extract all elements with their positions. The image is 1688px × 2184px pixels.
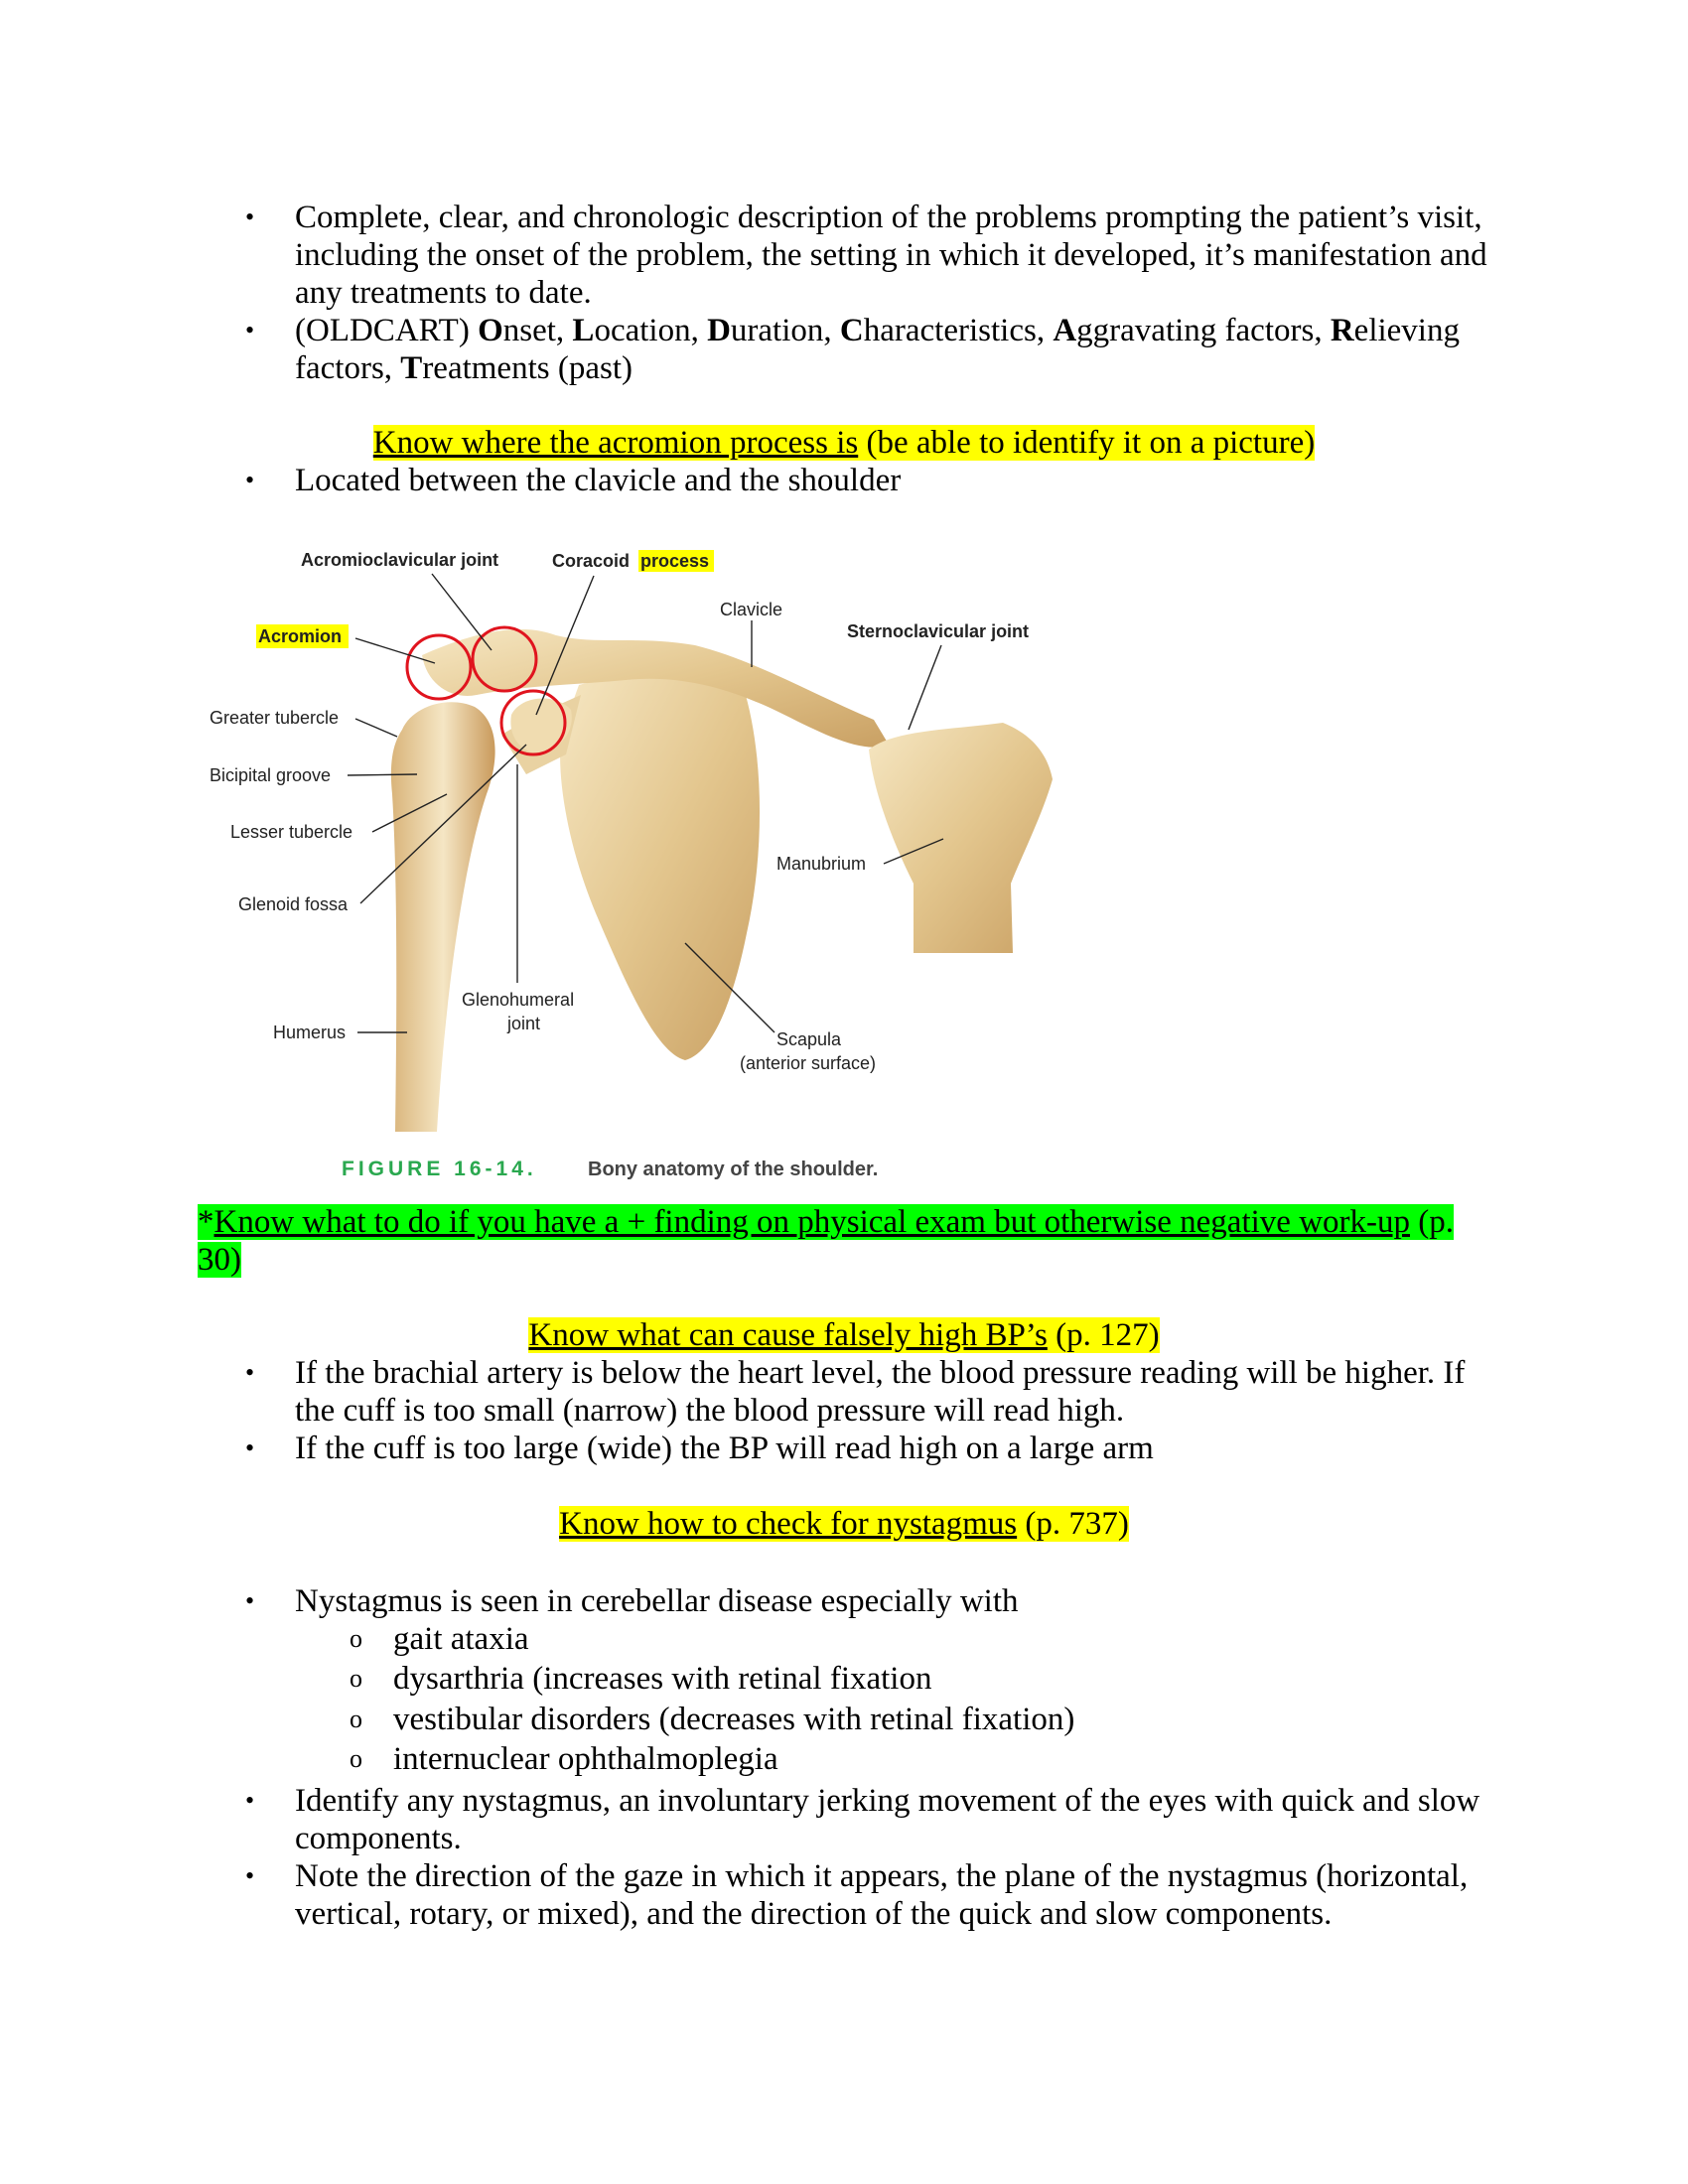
workup-star: *	[198, 1204, 214, 1240]
label-sternoclavicular-joint: Sternoclavicular joint	[847, 621, 1030, 641]
oldcart-initial: R	[1330, 313, 1354, 348]
bullet-item-gaze-direction	[245, 1857, 1496, 1933]
bullet-icon: •	[245, 1433, 255, 1462]
bullet-item-bp-artery	[245, 1354, 1496, 1430]
label-manubrium: Manubrium	[776, 854, 867, 874]
label-glenoid-fossa: Glenoid fossa	[238, 894, 349, 914]
oldcart-initial: O	[478, 313, 503, 348]
figure-caption-text: Bony anatomy of the shoulder.	[588, 1159, 879, 1180]
bullet-item-identify-nystagmus	[245, 1782, 1496, 1857]
label-scapula: Scapula	[776, 1029, 842, 1049]
oldcart-initial: C	[839, 313, 864, 348]
workup-underlined: Know what to do if you have a + finding on physical exam but otherwise negative work-up	[213, 1204, 1410, 1240]
acromion-heading-underlined: Know where the acromion process is	[372, 425, 859, 461]
humerus-bone	[391, 702, 495, 1132]
figure-caption-number: FIGURE 16-14.	[342, 1158, 537, 1180]
scapula-bone	[560, 674, 760, 1060]
label-lesser-tubercle: Lesser tubercle	[230, 822, 353, 842]
circle-bullet-icon: o	[350, 1744, 362, 1773]
workup-note	[198, 1203, 1488, 1279]
label-acromioclavicular-joint: Acromioclavicular joint	[301, 550, 499, 570]
oldcart-word: haracteristics,	[863, 313, 1054, 348]
bullet-text: Note the direction of the gaze in which it appears, the plane of the nystagmus (horizontal, vertical, rotary, or mixed), and the direction of the quick and slow components.	[295, 1858, 1469, 1932]
workup-rest: (p. 30)	[198, 1204, 1454, 1278]
bp-heading-rest: (p. 127)	[1047, 1317, 1160, 1353]
oldcart-initial: A	[1053, 313, 1077, 348]
sub-item-text: vestibular disorders (decreases with retinal fixation)	[393, 1702, 1075, 1737]
bullet-text: If the cuff is too large (wide) the BP will read high on a large arm	[295, 1431, 1154, 1466]
nystagmus-heading-underlined: Know how to check for nystagmus	[559, 1506, 1018, 1542]
sub-item	[350, 1660, 1485, 1698]
circle-bullet-icon: o	[350, 1664, 362, 1693]
bp-heading	[199, 1316, 1489, 1354]
bullet-text: Identify any nystagmus, an involuntary jerking movement of the eyes with quick and slow components.	[295, 1783, 1480, 1856]
circle-bullet-icon: o	[350, 1624, 362, 1653]
label-glenohumeral-joint: joint	[507, 1014, 541, 1033]
bullet-icon: •	[245, 466, 255, 494]
bp-heading-underlined: Know what can cause falsely high BP’s	[528, 1317, 1048, 1353]
sub-item-text: gait ataxia	[393, 1621, 529, 1657]
bullet-text: If the brachial artery is below the heart level, the blood pressure reading will be higher. If the cuff is too small (narrow) the blood pressure will read high.	[295, 1355, 1466, 1429]
bullet-icon: •	[245, 1786, 255, 1815]
label-coracoid: Coracoid	[552, 551, 631, 571]
oldcart-initial: D	[707, 313, 731, 348]
oldcart-word: ocation,	[594, 313, 708, 348]
bullet-item-bp-cuff	[245, 1430, 1496, 1467]
label-scapula-surface: (anterior surface)	[740, 1053, 877, 1073]
nystagmus-heading-rest: (p. 737)	[1017, 1506, 1129, 1542]
bullet-icon: •	[245, 1861, 255, 1890]
label-glenohumeral: Glenohumeral	[462, 990, 575, 1010]
label-process: process	[640, 551, 710, 571]
bullet-item-nystagmus-intro	[245, 1582, 1496, 1620]
label-humerus: Humerus	[273, 1023, 347, 1042]
oldcart-prefix: (OLDCART)	[295, 313, 479, 348]
oldcart-word: ggravating factors,	[1076, 313, 1331, 348]
circle-bullet-icon: o	[350, 1705, 362, 1733]
sub-item-text: dysarthria (increases with retinal fixation	[393, 1661, 932, 1697]
acromion-heading-rest: (be able to identify it on a picture)	[858, 425, 1316, 461]
label-clavicle: Clavicle	[720, 600, 783, 619]
manubrium-bone	[869, 723, 1053, 953]
oldcart-word: uration,	[730, 313, 840, 348]
oldcart-initial: T	[400, 350, 423, 386]
bullet-icon: •	[245, 203, 255, 231]
bullet-text: Nystagmus is seen in cerebellar disease especially with	[295, 1583, 1019, 1619]
oldcart-initial: L	[572, 313, 595, 348]
bullet-icon: •	[245, 1586, 255, 1615]
oldcart-word: elieving factors,	[295, 313, 1460, 386]
oldcart-word: nset,	[502, 313, 573, 348]
label-bicipital-groove: Bicipital groove	[210, 765, 332, 785]
bullet-text: Located between the clavicle and the shoulder	[295, 463, 902, 498]
sub-item	[350, 1740, 1485, 1778]
bullet-icon: •	[245, 316, 255, 344]
sub-item-text: internuclear ophthalmoplegia	[393, 1741, 778, 1777]
oldcart-word: reatments (past)	[422, 350, 633, 386]
nystagmus-heading	[199, 1505, 1489, 1543]
sub-item	[350, 1701, 1485, 1738]
bullet-text: Complete, clear, and chronologic description of the problems prompting the patient’s visit, including the onset of the problem, the setting in which it developed, it’s manifestation and any treatments to date.	[295, 200, 1487, 311]
bullet-icon: •	[245, 1358, 255, 1387]
label-greater-tubercle: Greater tubercle	[210, 708, 340, 728]
label-acromion: Acromion	[258, 626, 343, 646]
sub-item	[350, 1620, 1485, 1658]
